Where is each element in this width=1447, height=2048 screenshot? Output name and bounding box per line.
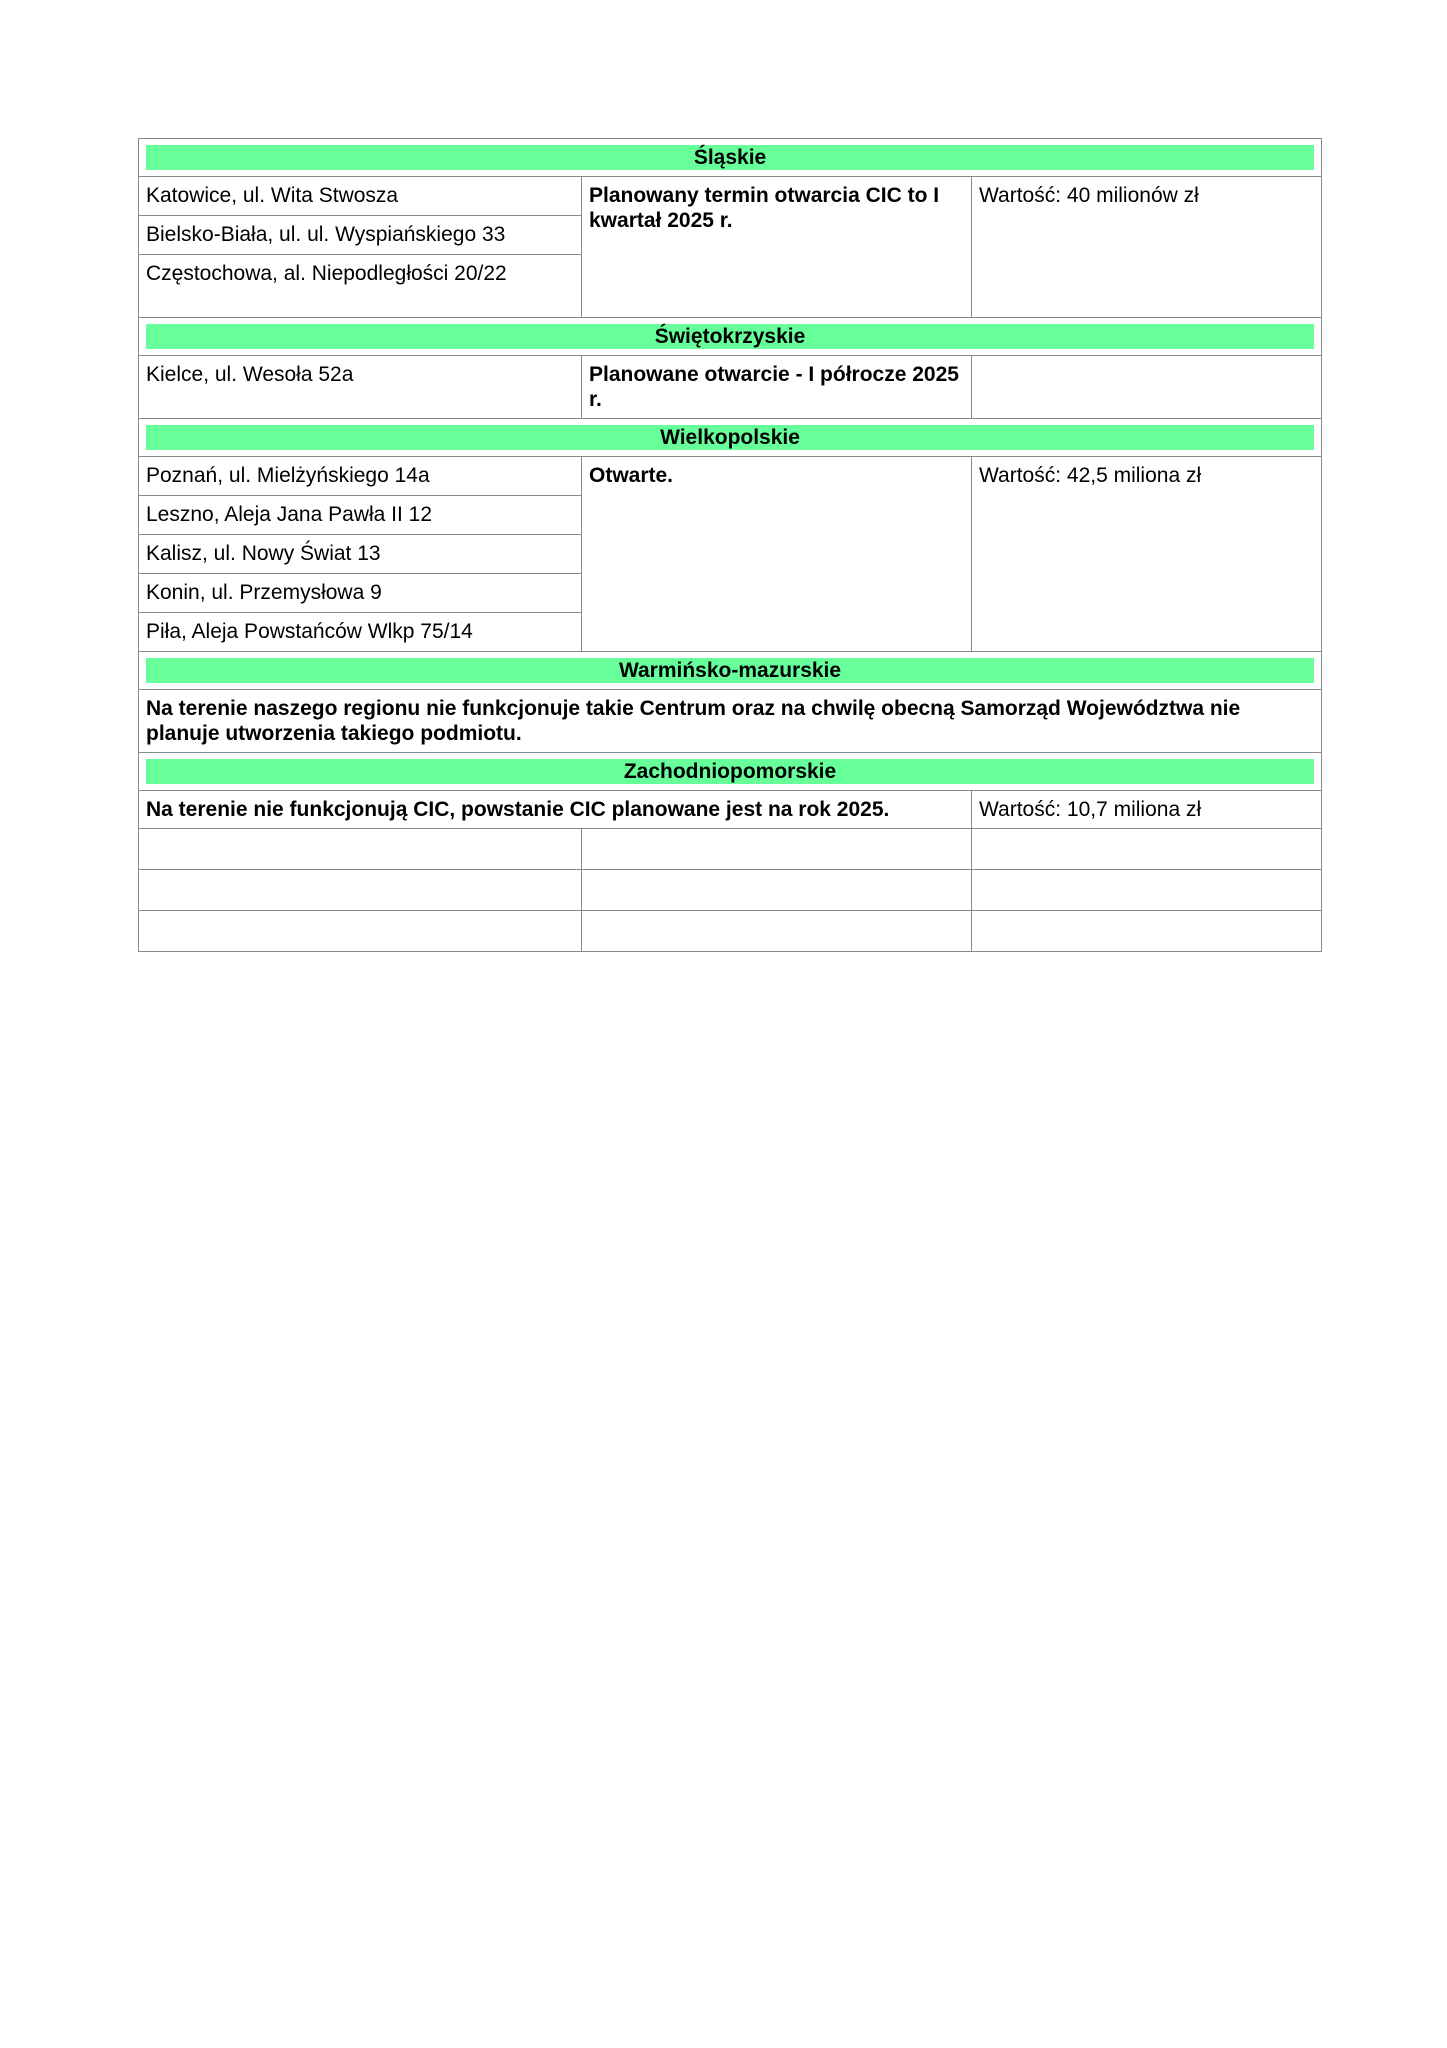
section-title: Śląskie (146, 145, 1314, 170)
address-cell: Częstochowa, al. Niepodległości 20/22 (139, 255, 582, 318)
section-title: Zachodniopomorskie (146, 759, 1314, 784)
table-row (139, 356, 1322, 419)
note-cell: Na terenie nie funkcjonują CIC, powstanie CIC planowane jest na rok 2025. (139, 791, 972, 829)
empty-cell (139, 911, 582, 952)
section-title: Warmińsko-mazurskie (146, 658, 1314, 683)
value-cell (972, 356, 1322, 419)
table-row (139, 457, 1322, 496)
empty-cell (972, 829, 1322, 870)
table-row (139, 177, 1322, 216)
value-cell: Wartość: 42,5 miliona zł (972, 457, 1322, 652)
value-cell: Wartość: 10,7 miliona zł (972, 791, 1322, 829)
regions-table (138, 138, 1322, 952)
table-row (139, 690, 1322, 753)
address-cell: Kielce, ul. Wesoła 52a (139, 356, 582, 419)
address-cell: Kalisz, ul. Nowy Świat 13 (139, 535, 582, 574)
address-cell: Poznań, ul. Mielżyńskiego 14a (139, 457, 582, 496)
empty-cell (582, 829, 972, 870)
empty-row (139, 829, 1322, 870)
address-cell: Katowice, ul. Wita Stwosza (139, 177, 582, 216)
section-header-row (139, 419, 1322, 457)
section-title: Wielkopolskie (146, 425, 1314, 450)
empty-row (139, 870, 1322, 911)
empty-cell (139, 829, 582, 870)
value-cell: Wartość: 40 milionów zł (972, 177, 1322, 318)
section-header-row (139, 753, 1322, 791)
table-row (139, 791, 1322, 829)
empty-row (139, 911, 1322, 952)
empty-cell (972, 870, 1322, 911)
address-cell: Konin, ul. Przemysłowa 9 (139, 574, 582, 613)
status-cell: Otwarte. (582, 457, 972, 652)
section-header-row (139, 318, 1322, 356)
empty-cell (139, 870, 582, 911)
section-title: Świętokrzyskie (146, 324, 1314, 349)
empty-cell (972, 911, 1322, 952)
status-cell: Planowane otwarcie - I półrocze 2025 r. (582, 356, 972, 419)
address-cell: Piła, Aleja Powstańców Wlkp 75/14 (139, 613, 582, 652)
section-header-row (139, 139, 1322, 177)
address-cell: Bielsko-Biała, ul. ul. Wyspiańskiego 33 (139, 216, 582, 255)
empty-cell (582, 911, 972, 952)
address-cell: Leszno, Aleja Jana Pawła II 12 (139, 496, 582, 535)
empty-cell (582, 870, 972, 911)
note-cell: Na terenie naszego regionu nie funkcjonuje takie Centrum oraz na chwilę obecną Samorząd Województwa nie planuje utworzenia takiego podmiotu. (139, 690, 1322, 753)
status-cell: Planowany termin otwarcia CIC to I kwartał 2025 r. (582, 177, 972, 318)
section-header-row (139, 652, 1322, 690)
